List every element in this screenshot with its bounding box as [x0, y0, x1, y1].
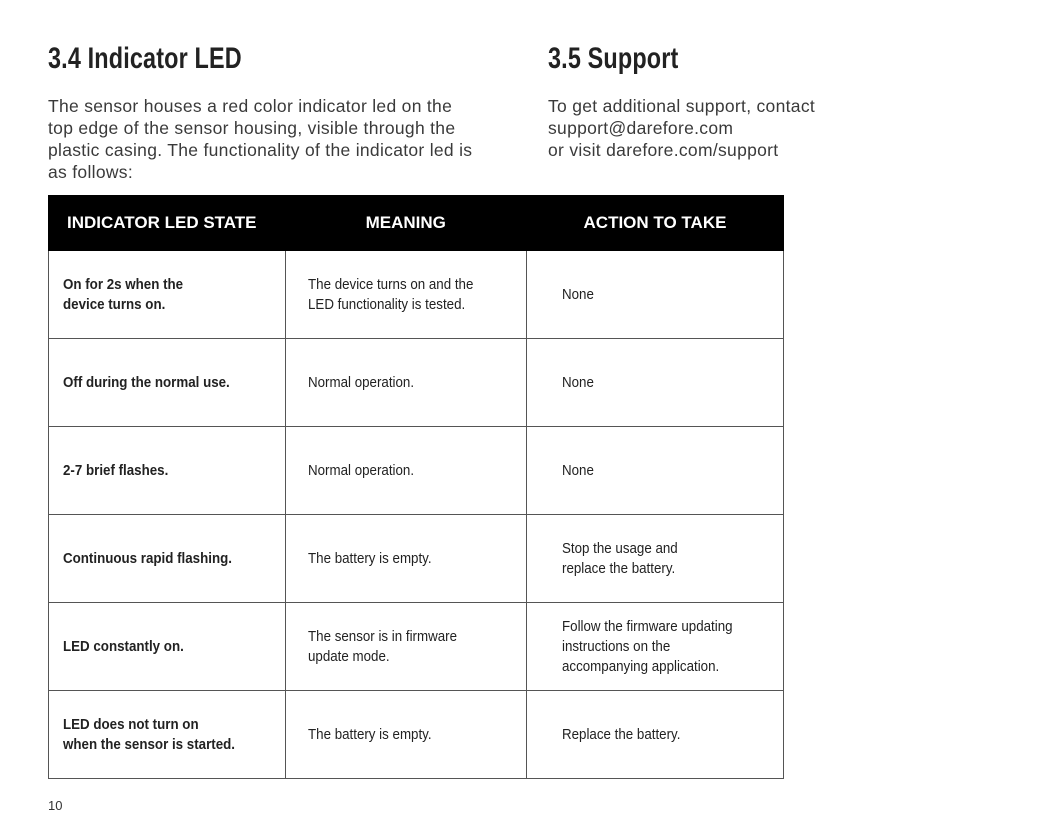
- meaning-cell: [285, 339, 526, 427]
- table-row: [49, 339, 784, 427]
- meaning-cell: [285, 515, 526, 603]
- header-action: ACTION TO TAKE: [526, 196, 783, 251]
- led-state-cell: [49, 515, 286, 603]
- cell-text: The sensor is in firmware update mode.: [307, 628, 457, 665]
- meaning-cell: [285, 691, 526, 779]
- cell-text: On for 2s when the device turns on.: [63, 276, 184, 313]
- action-cell: [526, 339, 783, 427]
- action-cell: [526, 251, 783, 339]
- table-row: [49, 691, 784, 779]
- table-row: [49, 515, 784, 603]
- cell-text: The device turns on and the LED functionality is tested.: [307, 276, 473, 313]
- cell-text: Replace the battery.: [561, 726, 681, 743]
- table-row: [49, 603, 784, 691]
- meaning-cell: [285, 251, 526, 339]
- led-state-cell: [49, 603, 286, 691]
- cell-text: Normal operation.: [307, 374, 414, 391]
- cell-text: The battery is empty.: [307, 726, 432, 743]
- cell-text: LED does not turn on when the sensor is started.: [63, 716, 235, 753]
- action-cell: [526, 691, 783, 779]
- cell-text: Normal operation.: [307, 462, 414, 479]
- cell-text: 2-7 brief flashes.: [63, 462, 169, 479]
- indicator-led-description: The sensor houses a red color indicator led on the top edge of the sensor housing, visible through the plastic casing. The functionality of the indicator led is as follows:: [48, 96, 473, 182]
- table-row: [49, 427, 784, 515]
- cell-text: None: [561, 374, 594, 391]
- led-state-cell: [49, 251, 286, 339]
- led-state-cell: [49, 691, 286, 779]
- table-row: [49, 251, 784, 339]
- cell-text: Continuous rapid flashing.: [63, 550, 232, 567]
- cell-text: LED constantly on.: [63, 638, 184, 655]
- support-description: To get additional support, contact support@darefore.com or visit darefore.com/support: [548, 96, 816, 160]
- cell-text: None: [561, 286, 594, 303]
- meaning-cell: [285, 603, 526, 691]
- cell-text: Stop the usage and replace the battery.: [561, 540, 678, 577]
- led-state-cell: [49, 427, 286, 515]
- header-meaning: MEANING: [285, 196, 526, 251]
- cell-text: Follow the firmware updating instructions on the accompanying application.: [561, 618, 733, 675]
- action-cell: [526, 603, 783, 691]
- cell-text: The battery is empty.: [307, 550, 432, 567]
- cell-text: Off during the normal use.: [63, 374, 230, 391]
- section-heading-indicator-led: 3.4 Indicator LED: [48, 42, 242, 75]
- cell-text: None: [561, 462, 594, 479]
- meaning-cell: [285, 427, 526, 515]
- action-cell: [526, 427, 783, 515]
- led-state-cell: [49, 339, 286, 427]
- header-led-state: INDICATOR LED STATE: [49, 196, 286, 251]
- indicator-led-table: [48, 195, 784, 779]
- page-number: 10: [48, 798, 63, 813]
- action-cell: [526, 515, 783, 603]
- section-heading-support: 3.5 Support: [548, 42, 679, 75]
- table-header-row: [49, 196, 784, 251]
